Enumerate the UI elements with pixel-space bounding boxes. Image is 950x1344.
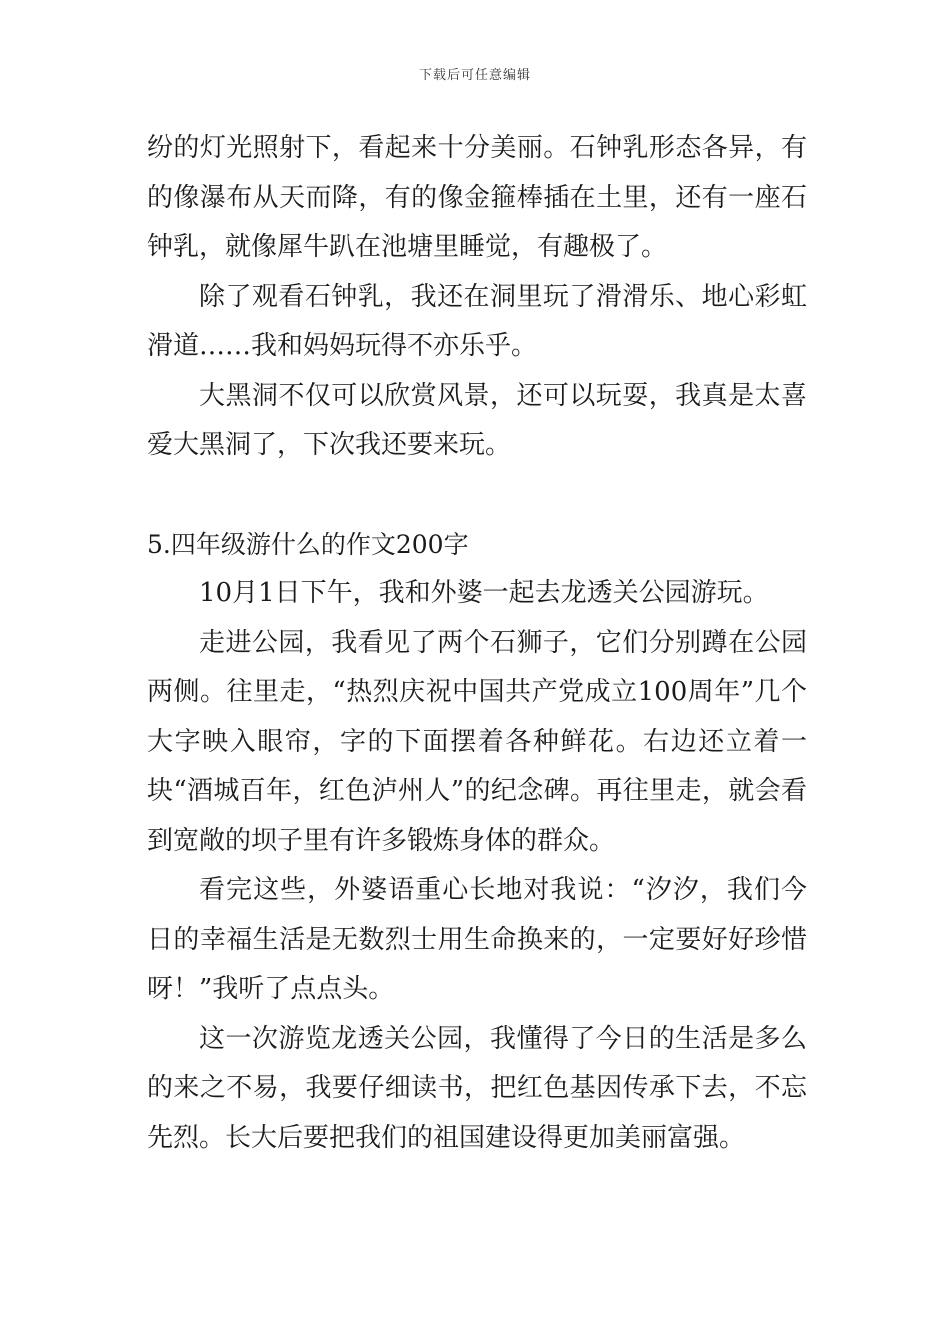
paragraph-continued: 纷的灯光照射下，看起来十分美丽。石钟乳形态各异，有的像瀑布从天而降，有的像金箍棒插在土里，还有一座石钟乳，就像犀牛趴在池塘里睡觉，有趣极了。 bbox=[147, 133, 807, 262]
paragraph: 除了观看石钟乳，我还在洞里玩了滑滑乐、地心彩虹滑道……我和妈妈玩得不亦乐乎。 bbox=[147, 281, 807, 361]
paragraph: 这一次游览龙透关公园，我懂得了今日的生活是多么的来之不易，我要仔细读书，把红色基因传承下去，不忘先烈。长大后要把我们的祖国建设得更加美丽富强。 bbox=[147, 1023, 807, 1153]
paragraph: 走进公园，我看见了两个石狮子，它们分别蹲在公园两侧。往里走，“热烈庆祝中国共产党成立100周年”几个大字映入眼帘，字的下面摆着各种鲜花。右边还立着一块“酒城百年，红色泸州人”的纪念碑。再往里走，就会看到宽敞的坝子里有许多锻炼身体的群众。 bbox=[147, 627, 807, 856]
document-body bbox=[147, 124, 807, 1163]
section-spacer bbox=[147, 471, 807, 520]
paragraph: 10月1日下午，我和外婆一起去龙透关公园游玩。 bbox=[199, 578, 769, 608]
page-header: 下载后可任意编辑 bbox=[418, 68, 531, 83]
section-heading: 5.四年级游什么的作文200字 bbox=[147, 529, 469, 559]
paragraph: 看完这些，外婆语重心长地对我说：“汐汐，我们今日的幸福生活是无数烈士用生命换来的，一定要好好珍惜呀！”我听了点点头。 bbox=[147, 875, 807, 1004]
paragraph: 大黑洞不仅可以欣赏风景，还可以玩耍，我真是太喜爱大黑洞了，下次我还要来玩。 bbox=[147, 380, 807, 460]
